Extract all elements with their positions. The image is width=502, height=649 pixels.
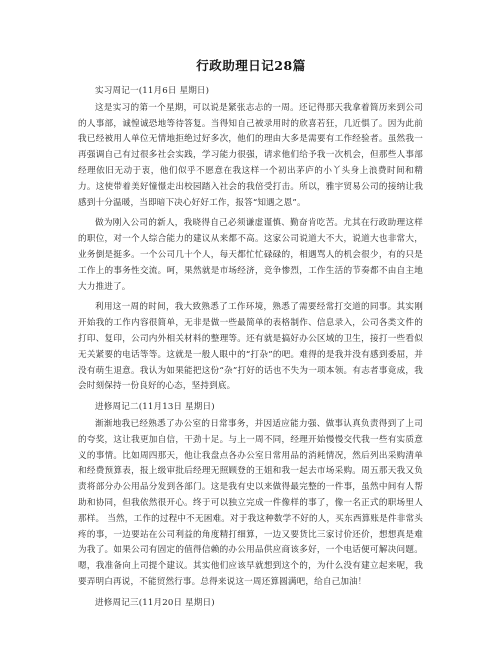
paragraph: 这是实习的第一个星期，可以说是紧张志忐的一周。还记得那天我拿着简历来到公司的人事部，诚惶诚恐地等待答复。当得知自己被录用时的欣喜若狂，几近惧了。因为此前我已经被用人单位无情地拒绝过好多次，他们的理由大多是需要有工作经验者。虽然我一再强调自己有过很多社会实践，学习能力很强，请求他们给予我一次机会，但那些人事部经理依旧无动于衷，他们似乎不愿意在我这样一个初出茅庐的小丫头身上浪费时间和精力。这使带着美好憧憬走出校园踏入社会的我倍受打击。所以，雅宇贸易公司的接纳让我感到十分温暖，当即暗下决心好好工作，报答“知遇之恩”。 [78,102,423,208]
paragraph: 利用这一周的时间，我大致熟悉了工作环境，熟悉了需要经常打交道的同事。其实刚开始我的工作内容很简单，无非是做一些最简单的表格制作、信息录入，公司各类文件的打印、复印，公司内外相关材料的整理等。还有就是搞好办公区域的卫生，接打一些看似无关紧要的电话等等。这就是一般人眼中的“打杂”的吧。难得的是我并没有感到委屈，并没有萌生退意。我认为如果能把这份“杂”打好的话也不失为一项本领。有志者事竟成，我会时刻保持一份良好的心态，坚持到底。 [78,302,423,392]
document-body [78,84,423,613]
section-heading-week-3: 进修周记三(11月20日 星期日) [95,597,215,608]
paragraph: 做为刚入公司的新人，我晓得自己必须谦虚谨慎、勤奋肯吃苦。尤其在行政助理这样的职位，对一个人综合能力的建议从来都不高。这家公司说道大不大，说道大也非常大，业务倒是挺多。一个公司几十个人，每天都忙忙碌碌的，相遇骂人的机会很少，有的只是工作上的事务性交流。呵，果然就是市场经济，竞争惨烈，工作生活的节奏都不由自主地大力推进了。 [78,218,423,292]
section-heading-week-1: 实习周记一(11月6日 星期日) [95,86,210,96]
document-title: 行政助理日记28篇 [196,58,306,73]
paragraph: 渐渐地我已经熟悉了办公室的日常事务，并因适应能力强、做事认真负责得到了上司的夸奖，这让我更加自信，干劲十足。与上一周不同，经理开始慢慢交代我一些有实质意义的事情。比如周四那天，他让我盘点各办公室日常用品的消耗情况，然后列出采购清单和经费预算表，报上级审批后经理无照顾登的王姐和我一起去市场采购。周五那天我又负责将部分办公用品分发到各部门。这是我有史以来做得最完整的一件事，虽然中间有人帮助和协同，但我依然很开心。终于可以独立完成一件像样的事了，像一名正式的职场里人那样。 当然，工作的过程中不无困难。对于我这种数学不好的人，买东西算账是件非常头疼的事，一边要站在公司利益的角度精打细算，一边又要货比三家讨价还价，想想真是难为我了。如果公司有固定的值得信赖的办公用品供应商该多好，一个电话便可解决问题。嗯，我准备向上司提个建议。其实他们应该早就想到这个的，为什么没有建立起来呢，我要弄明白再说，不能贸然行事。总得来说这一周还算圆满吧，给自己加油！ [78,418,423,587]
section-heading-week-2: 进修周记二(11月13日 星期日) [95,402,215,413]
